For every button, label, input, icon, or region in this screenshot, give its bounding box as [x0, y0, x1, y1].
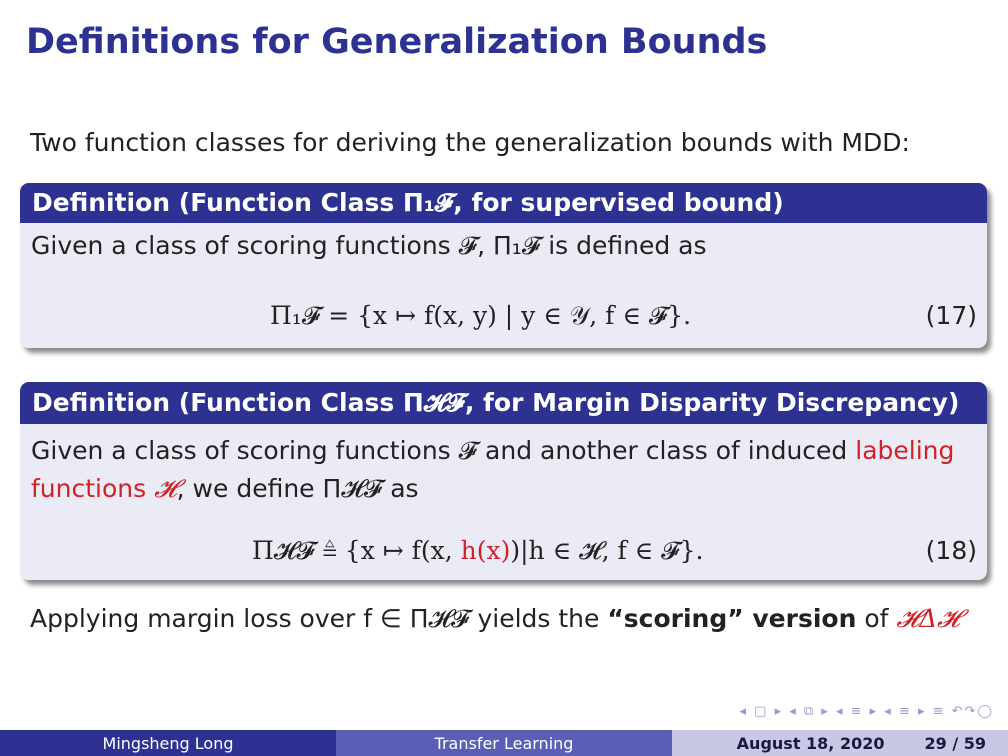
definition-2-text [31, 432, 976, 508]
slide-title: Definitions for Generalization Bounds [26, 22, 768, 62]
definition-2-header: Definition (Function Class Π𝓗𝓕, for Margin Disparity Discrepancy) [20, 382, 987, 424]
footer-author [0, 730, 336, 756]
definition-block-2 [20, 382, 987, 580]
footer-bar [0, 730, 1008, 756]
closing-part2: of [856, 604, 897, 633]
equation-18-number: (18) [925, 536, 977, 565]
definition-1-text: Given a class of scoring functions 𝓕, Π₁𝓕 is defined as [31, 231, 707, 260]
footer-page-number: 29 / 59 [924, 733, 986, 753]
footer-date: August 18, 2020 [736, 733, 885, 753]
closing-symbol: 𝓗Δ𝓗 [896, 604, 960, 633]
equation-18-part2: )|h ∈ 𝓗, f ∈ 𝓕}. [510, 536, 704, 565]
definition-2-text-part2: , we define Π𝓗𝓕 as [176, 474, 419, 503]
closing-bold: “scoring” version [607, 604, 857, 633]
closing-part1: Applying margin loss over f ∈ Π𝓗𝓕 yields the [30, 604, 608, 633]
intro-text: Two function classes for deriving the generalization bounds with MDD: [30, 128, 910, 157]
footer-date-page [672, 730, 1008, 756]
definition-1-body [20, 223, 987, 348]
footer-author-text: Mingsheng Long [102, 733, 234, 753]
equation-17-number: (17) [925, 301, 977, 330]
beamer-navigation-icons[interactable]: ◂ □ ▸ ◂ ⧉ ▸ ◂ ≡ ▸ ◂ ≡ ▸ ≡ ↶↷◯ [739, 704, 994, 719]
labeling-functions-symbol: 𝓗 [146, 474, 177, 503]
definition-1-header: Definition (Function Class Π₁𝓕, for supervised bound) [20, 183, 987, 223]
footer-topic-text: Transfer Learning [434, 733, 574, 753]
equation-18-highlight: h(x) [460, 536, 511, 565]
equation-17: Π₁𝓕 = {x ↦ f(x, y) | y ∈ 𝒴, f ∈ 𝓕}. [270, 301, 692, 330]
equation-18-part1: Π𝓗𝓕 ≜ {x ↦ f(x, [252, 536, 461, 565]
footer-topic [336, 730, 672, 756]
labeling-functions-highlight: labeling functions [31, 436, 955, 503]
definition-2-text-part1: Given a class of scoring functions 𝓕 and another class of induced [31, 436, 856, 465]
definition-block-1 [20, 183, 987, 348]
closing-statement [30, 604, 960, 634]
definition-2-body [20, 424, 987, 580]
equation-18 [252, 536, 703, 566]
